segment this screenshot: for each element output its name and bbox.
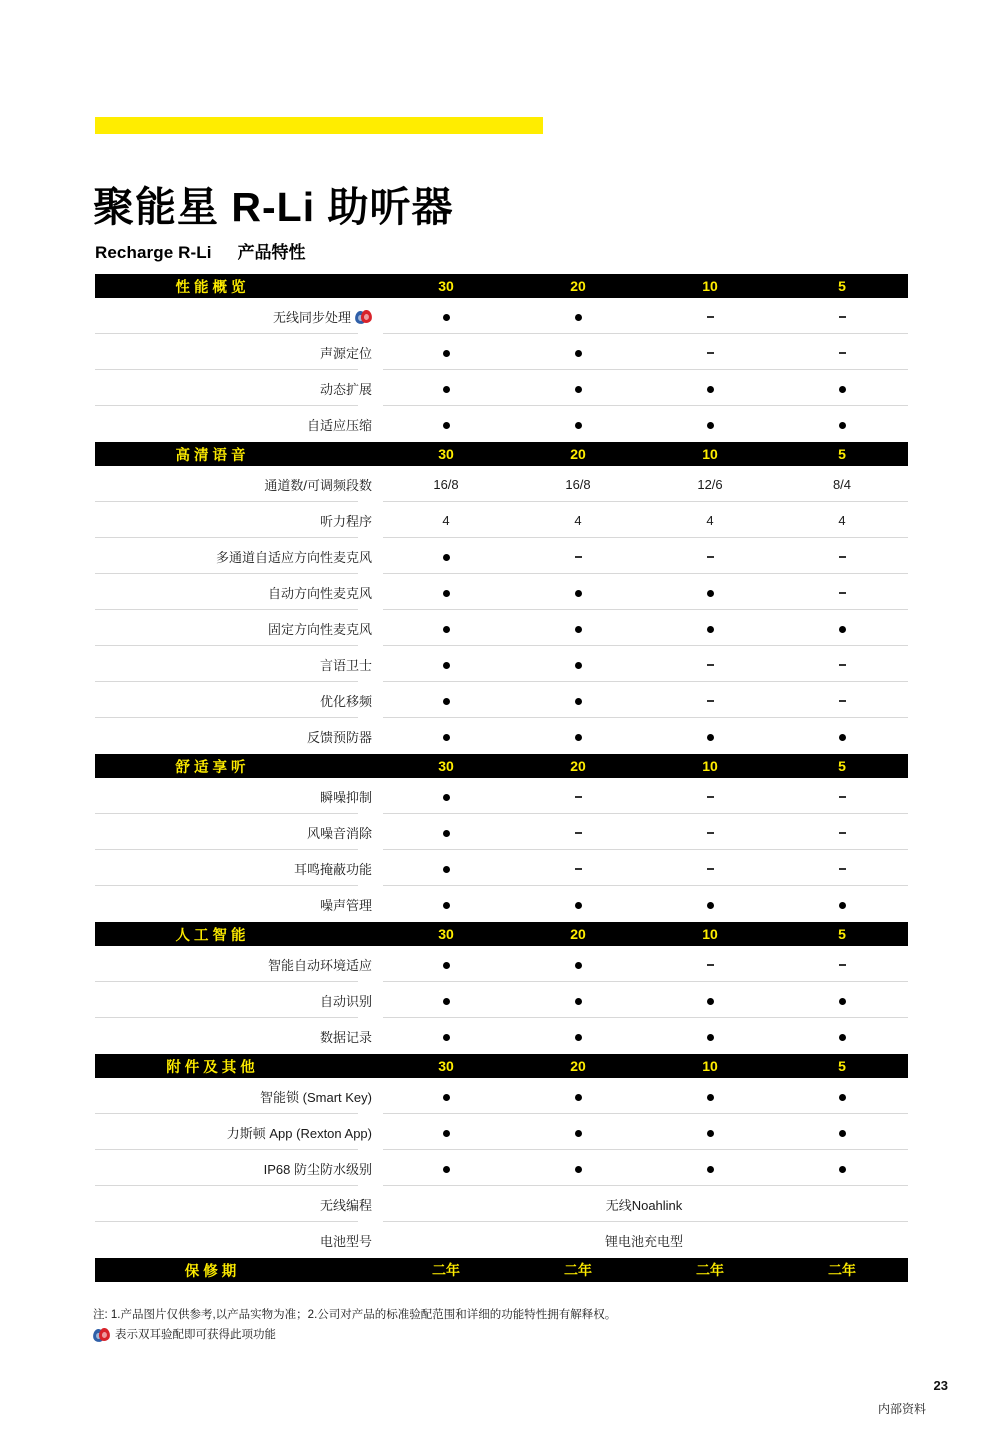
dash-icon	[839, 832, 846, 834]
mark-dot	[512, 1018, 644, 1054]
section-header-row	[95, 922, 908, 946]
dot-icon	[575, 590, 582, 597]
section-header-row	[95, 442, 908, 466]
dot-icon	[575, 1130, 582, 1137]
table-row	[95, 1150, 908, 1186]
dot-icon	[575, 998, 582, 1005]
mark-dot	[512, 574, 644, 610]
feature-label: 反馈预防器	[306, 729, 372, 745]
mark-dot	[512, 1114, 644, 1150]
mark-dot	[380, 1150, 512, 1186]
dot-icon	[443, 554, 450, 561]
mark-dot	[644, 370, 776, 406]
feature-label: 电池型号	[319, 1233, 372, 1249]
dash-icon	[707, 664, 714, 666]
subtitle-section: 产品特性	[237, 243, 306, 262]
dot-icon	[707, 902, 714, 909]
warranty-row	[95, 1258, 908, 1282]
dot-icon	[575, 734, 582, 741]
table-row	[95, 646, 908, 682]
mark-dot	[644, 1150, 776, 1186]
table-row	[95, 850, 908, 886]
mark-dot	[380, 538, 512, 574]
tier-header: 5	[776, 1054, 908, 1078]
dot-icon	[707, 590, 714, 597]
mark-value: 4	[644, 502, 776, 538]
dash-icon	[707, 832, 714, 834]
table-row	[95, 610, 908, 646]
dash-icon	[707, 352, 714, 354]
tier-header: 20	[512, 922, 644, 946]
feature-label: 无线同步处理	[95, 298, 380, 334]
mark-dot	[380, 946, 512, 982]
tier-header: 5	[776, 754, 908, 778]
dot-icon	[839, 1034, 846, 1041]
tier-header: 10	[644, 274, 776, 298]
section-header-row	[95, 274, 908, 298]
dot-icon	[839, 902, 846, 909]
tier-header: 10	[644, 1054, 776, 1078]
dot-icon	[707, 1034, 714, 1041]
table-row	[95, 370, 908, 406]
mark-dot	[512, 682, 644, 718]
mark-dash	[776, 814, 908, 850]
dot-icon	[443, 350, 450, 357]
dot-icon	[443, 902, 450, 909]
mark-dash	[644, 778, 776, 814]
mark-dot	[776, 370, 908, 406]
mark-value: 16/8	[512, 466, 644, 502]
feature-label: 耳鸣掩蔽功能	[95, 850, 380, 886]
feature-label: 自动方向性麦克风	[95, 574, 380, 610]
mark-dot	[644, 574, 776, 610]
dot-icon	[443, 1094, 450, 1101]
mark-dash	[644, 334, 776, 370]
section-title: 舒适享听	[95, 754, 380, 778]
footnote-line-2-text: 表示双耳验配即可获得此项功能	[115, 1329, 276, 1342]
section-title: 人工智能	[95, 922, 380, 946]
mark-dot	[380, 1114, 512, 1150]
warranty-label: 保修期	[95, 1258, 380, 1282]
table-row	[95, 538, 908, 574]
tier-header: 20	[512, 442, 644, 466]
accent-bar	[95, 117, 543, 134]
dash-icon	[575, 556, 582, 558]
mark-dot	[512, 886, 644, 922]
binaural-ears-icon	[93, 1328, 110, 1343]
mark-dot	[644, 1018, 776, 1054]
mark-dot	[512, 370, 644, 406]
dash-icon	[575, 832, 582, 834]
mark-dot	[512, 334, 644, 370]
mark-dot	[512, 982, 644, 1018]
dash-icon	[839, 868, 846, 870]
mark-dot	[644, 406, 776, 442]
mark-dot	[380, 886, 512, 922]
mark-dash	[776, 946, 908, 982]
mark-value: 4	[512, 502, 644, 538]
dot-icon	[575, 1166, 582, 1173]
feature-label: 无线编程	[95, 1186, 380, 1222]
mark-dash	[776, 682, 908, 718]
tier-header: 20	[512, 1054, 644, 1078]
dash-icon	[839, 964, 846, 966]
feature-label: 言语卫士	[95, 646, 380, 682]
tier-header: 5	[776, 442, 908, 466]
tier-header: 10	[644, 922, 776, 946]
footnotes	[93, 1305, 833, 1345]
dash-icon	[575, 796, 582, 798]
dot-icon	[839, 734, 846, 741]
mark-dot	[644, 610, 776, 646]
dot-icon	[839, 1130, 846, 1137]
mark-dash	[776, 334, 908, 370]
mark-dot	[644, 982, 776, 1018]
dot-icon	[707, 734, 714, 741]
mark-dot	[512, 298, 644, 334]
feature-label: 固定方向性麦克风	[95, 610, 380, 646]
page-number: 23	[933, 1378, 948, 1393]
dot-icon	[575, 962, 582, 969]
dot-icon	[575, 1034, 582, 1041]
feature-label: 瞬噪抑制	[95, 778, 380, 814]
dash-icon	[707, 700, 714, 702]
dot-icon	[443, 590, 450, 597]
table-row	[95, 1222, 908, 1258]
dash-icon	[839, 352, 846, 354]
dot-icon	[443, 794, 450, 801]
feature-label: 声源定位	[95, 334, 380, 370]
warranty-value: 二年	[776, 1258, 908, 1282]
mark-dot	[776, 1078, 908, 1114]
mark-dash	[644, 298, 776, 334]
dot-icon	[839, 386, 846, 393]
dash-icon	[839, 592, 846, 594]
dot-icon	[707, 998, 714, 1005]
dot-icon	[707, 1166, 714, 1173]
feature-merged-value: 无线Noahlink	[380, 1186, 908, 1222]
dash-icon	[707, 964, 714, 966]
mark-dot	[380, 610, 512, 646]
table-row	[95, 502, 908, 538]
tier-header: 5	[776, 274, 908, 298]
mark-dot	[380, 1078, 512, 1114]
mark-dash	[512, 850, 644, 886]
feature-label: 噪声管理	[319, 897, 372, 913]
dot-icon	[443, 698, 450, 705]
mark-dot	[380, 334, 512, 370]
feature-label: IP68 防尘防水级别	[95, 1150, 380, 1186]
dot-icon	[575, 662, 582, 669]
dot-icon	[707, 1130, 714, 1137]
mark-dash	[644, 538, 776, 574]
tier-header: 30	[380, 922, 512, 946]
table-row	[95, 406, 908, 442]
feature-label: 自动识别	[95, 982, 380, 1018]
mark-dot	[776, 982, 908, 1018]
mark-value: 8/4	[776, 466, 908, 502]
mark-dash	[776, 646, 908, 682]
mark-dot	[644, 886, 776, 922]
dot-icon	[839, 1166, 846, 1173]
mark-dot	[380, 1018, 512, 1054]
dash-icon	[707, 796, 714, 798]
dot-icon	[839, 626, 846, 633]
dot-icon	[443, 662, 450, 669]
mark-dash	[776, 778, 908, 814]
feature-label: 智能自动环境适应	[95, 946, 380, 982]
warranty-value: 二年	[512, 1258, 644, 1282]
binaural-ears-icon	[355, 310, 372, 325]
dash-icon	[575, 868, 582, 870]
dot-icon	[443, 314, 450, 321]
mark-dash	[512, 538, 644, 574]
table-row	[95, 946, 908, 982]
mark-dot	[512, 646, 644, 682]
mark-value: 16/8	[380, 466, 512, 502]
table-row	[95, 466, 908, 502]
dot-icon	[443, 1130, 450, 1137]
dot-icon	[575, 314, 582, 321]
dot-icon	[443, 998, 450, 1005]
table-body	[95, 274, 908, 1282]
mark-dot	[776, 1150, 908, 1186]
mark-dash	[644, 946, 776, 982]
mark-dot	[380, 718, 512, 754]
dot-icon	[443, 1034, 450, 1041]
dot-icon	[443, 386, 450, 393]
dash-icon	[707, 868, 714, 870]
dot-icon	[575, 626, 582, 633]
section-header-row	[95, 1054, 908, 1078]
mark-dot	[512, 946, 644, 982]
table-row	[95, 574, 908, 610]
dot-icon	[575, 386, 582, 393]
mark-value: 4	[776, 502, 908, 538]
mark-dot	[512, 406, 644, 442]
dash-icon	[839, 316, 846, 318]
mark-dot	[380, 370, 512, 406]
dot-icon	[443, 626, 450, 633]
dot-icon	[839, 1094, 846, 1101]
table-row	[95, 814, 908, 850]
mark-dot	[644, 1114, 776, 1150]
mark-dash	[512, 778, 644, 814]
subtitle-model: Recharge R-Li	[95, 243, 212, 262]
feature-label: 多通道自适应方向性麦克风	[95, 538, 380, 574]
mark-dot	[380, 682, 512, 718]
mark-dot	[776, 610, 908, 646]
dot-icon	[575, 350, 582, 357]
mark-dash	[644, 814, 776, 850]
mark-dot	[380, 406, 512, 442]
tier-header: 20	[512, 274, 644, 298]
feature-label: 优化移频	[95, 682, 380, 718]
warranty-value: 二年	[380, 1258, 512, 1282]
mark-dot	[380, 982, 512, 1018]
tier-header: 20	[512, 754, 644, 778]
section-title: 高清语音	[95, 442, 380, 466]
mark-dot	[512, 1150, 644, 1186]
mark-dot	[644, 1078, 776, 1114]
mark-dot	[512, 1078, 644, 1114]
tier-header: 5	[776, 922, 908, 946]
section-title: 性能概览	[95, 274, 380, 298]
subtitle	[95, 238, 306, 263]
page-imprint: 内部资料	[877, 1402, 926, 1416]
feature-label: 数据记录	[319, 1029, 372, 1045]
mark-value: 4	[380, 502, 512, 538]
table-row	[95, 718, 908, 754]
mark-dot	[380, 850, 512, 886]
table-row	[95, 778, 908, 814]
dash-icon	[839, 556, 846, 558]
dot-icon	[443, 734, 450, 741]
feature-label: 通道数/可调频段数	[95, 466, 380, 502]
dash-icon	[707, 556, 714, 558]
table-row	[95, 982, 908, 1018]
section-title: 附件及其他	[95, 1054, 380, 1078]
table-row	[95, 1078, 908, 1114]
mark-dot	[776, 1018, 908, 1054]
mark-dot	[380, 574, 512, 610]
mark-dot	[380, 298, 512, 334]
mark-dot	[644, 718, 776, 754]
table-row	[95, 1114, 908, 1150]
dot-icon	[575, 422, 582, 429]
tier-header: 30	[380, 754, 512, 778]
table-row	[95, 298, 908, 334]
dot-icon	[443, 866, 450, 873]
table-row	[95, 1018, 908, 1054]
mark-dash	[776, 574, 908, 610]
dot-icon	[839, 998, 846, 1005]
mark-dash	[512, 814, 644, 850]
mark-dash	[776, 850, 908, 886]
tier-header: 10	[644, 442, 776, 466]
tier-header: 30	[380, 274, 512, 298]
footnote-line-1: 注: 1.产品图片仅供参考,以产品实物为准；2.公司对产品的标准验配范围和详细的功能特性拥有解释权。	[93, 1309, 617, 1321]
feature-label: 自适应压缩	[306, 417, 372, 433]
mark-dash	[644, 850, 776, 886]
table-row	[95, 1186, 908, 1222]
dot-icon	[443, 422, 450, 429]
mark-dot	[776, 1114, 908, 1150]
mark-dot	[380, 646, 512, 682]
mark-dot	[776, 406, 908, 442]
mark-dash	[644, 682, 776, 718]
mark-dot	[512, 610, 644, 646]
dot-icon	[839, 422, 846, 429]
tier-header: 30	[380, 442, 512, 466]
feature-label: 力斯顿 App (Rexton App)	[95, 1114, 380, 1150]
dot-icon	[707, 386, 714, 393]
tier-header: 30	[380, 1054, 512, 1078]
tier-header: 10	[644, 754, 776, 778]
page-title: 聚能星 R-Li 助听器	[93, 184, 454, 231]
mark-dot	[776, 886, 908, 922]
warranty-value: 二年	[644, 1258, 776, 1282]
feature-label: 智能锁 (Smart Key)	[95, 1078, 380, 1114]
dot-icon	[575, 902, 582, 909]
table-row	[95, 682, 908, 718]
dash-icon	[839, 796, 846, 798]
mark-dot	[380, 778, 512, 814]
feature-label: 听力程序	[95, 502, 380, 538]
section-header-row	[95, 754, 908, 778]
mark-dot	[512, 718, 644, 754]
dash-icon	[707, 316, 714, 318]
mark-dash	[644, 646, 776, 682]
feature-label: 动态扩展	[95, 370, 380, 406]
feature-label: 风噪音消除	[95, 814, 380, 850]
dot-icon	[575, 1094, 582, 1101]
dot-icon	[707, 422, 714, 429]
mark-dash	[776, 298, 908, 334]
dot-icon	[443, 1166, 450, 1173]
dash-icon	[839, 700, 846, 702]
mark-dash	[776, 538, 908, 574]
specification-table	[95, 274, 908, 1282]
dot-icon	[443, 830, 450, 837]
mark-dot	[380, 814, 512, 850]
footnote-line-2	[93, 1325, 833, 1345]
dot-icon	[575, 698, 582, 705]
feature-merged-value: 锂电池充电型	[604, 1233, 683, 1249]
mark-value: 12/6	[644, 466, 776, 502]
table-row	[95, 334, 908, 370]
table-row	[95, 886, 908, 922]
mark-dot	[776, 718, 908, 754]
dot-icon	[443, 962, 450, 969]
dot-icon	[707, 626, 714, 633]
dash-icon	[839, 664, 846, 666]
dot-icon	[707, 1094, 714, 1101]
